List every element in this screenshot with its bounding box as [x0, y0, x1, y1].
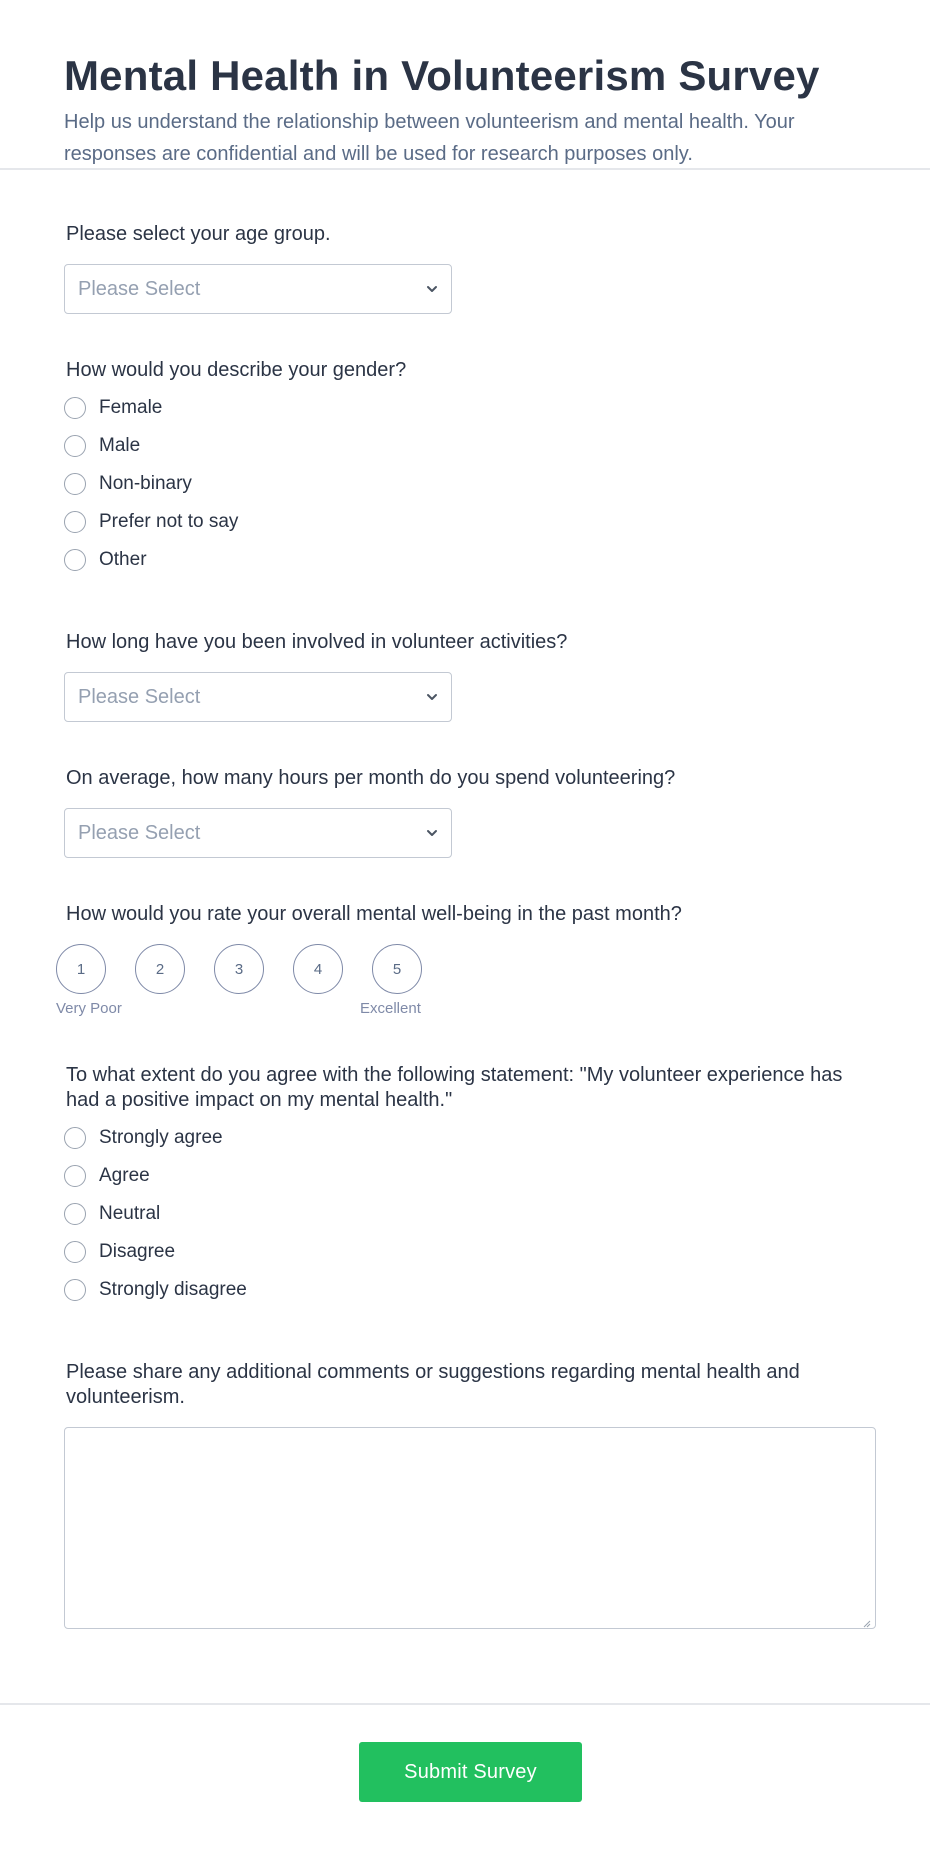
question-label: Please share any additional comments or suggestions regarding mental health and volunteerism.	[66, 1361, 800, 1408]
wellbeing-rating-scale	[56, 944, 864, 994]
rating-legend	[56, 1000, 864, 1020]
gender-option-prefer-not-to-say[interactable]	[64, 503, 406, 541]
impact-option-agree[interactable]	[64, 1157, 876, 1195]
rating-option-5[interactable]: 5	[372, 944, 422, 994]
radio-label: Strongly disagree	[99, 1279, 247, 1300]
question-duration	[64, 630, 567, 722]
radio-label: Other	[99, 549, 147, 570]
impact-options	[64, 1119, 876, 1309]
radio-button[interactable]	[64, 397, 86, 419]
question-label: How would you describe your gender?	[66, 359, 407, 381]
survey-header	[0, 0, 930, 170]
radio-label: Prefer not to say	[99, 511, 239, 532]
volunteer-hours-select[interactable]	[64, 808, 452, 858]
rating-low-label: Very Poor	[56, 1000, 122, 1017]
radio-button[interactable]	[64, 435, 86, 457]
impact-option-strongly-disagree[interactable]	[64, 1271, 876, 1309]
chevron-down-icon	[425, 690, 439, 704]
radio-button[interactable]	[64, 1165, 86, 1187]
submit-survey-button[interactable]: Submit Survey	[359, 1742, 582, 1802]
age-group-select[interactable]	[64, 264, 452, 314]
question-age	[64, 222, 452, 314]
page-subtitle: Help us understand the relationship between volunteerism and mental health. Your responses are confidential and will be used for research purposes only.	[64, 111, 795, 165]
question-label: How would you rate your overall mental well-being in the past month?	[66, 903, 682, 925]
radio-label: Female	[99, 397, 163, 418]
question-hours	[64, 766, 675, 858]
question-label: To what extent do you agree with the following statement: "My volunteer experience has had a positive impact on my mental health."	[66, 1064, 843, 1111]
radio-button[interactable]	[64, 1203, 86, 1225]
rating-high-label: Excellent	[360, 1000, 421, 1017]
gender-option-other[interactable]	[64, 541, 406, 579]
rating-option-1[interactable]: 1	[56, 944, 106, 994]
question-comments	[64, 1360, 876, 1629]
radio-label: Disagree	[99, 1241, 176, 1262]
gender-option-non-binary[interactable]	[64, 465, 406, 503]
radio-label: Male	[99, 435, 141, 456]
gender-options	[64, 389, 406, 579]
radio-button[interactable]	[64, 549, 86, 571]
radio-button[interactable]	[64, 473, 86, 495]
radio-button[interactable]	[64, 1241, 86, 1263]
question-gender	[64, 358, 406, 579]
radio-button[interactable]	[64, 1127, 86, 1149]
select-placeholder: Please Select	[78, 277, 201, 300]
gender-option-male[interactable]	[64, 427, 406, 465]
radio-label: Agree	[99, 1165, 150, 1186]
page-title: Mental Health in Volunteerism Survey	[64, 52, 820, 99]
question-label: On average, how many hours per month do you spend volunteering?	[66, 767, 676, 789]
question-impact	[64, 1063, 876, 1309]
question-label: How long have you been involved in volunteer activities?	[66, 631, 568, 653]
impact-option-neutral[interactable]	[64, 1195, 876, 1233]
question-wellbeing	[56, 902, 864, 1020]
rating-option-3[interactable]: 3	[214, 944, 264, 994]
resize-handle-icon[interactable]	[862, 1615, 871, 1624]
gender-option-female[interactable]	[64, 389, 406, 427]
select-placeholder: Please Select	[78, 821, 201, 844]
impact-option-strongly-agree[interactable]	[64, 1119, 876, 1157]
radio-button[interactable]	[64, 511, 86, 533]
impact-option-disagree[interactable]	[64, 1233, 876, 1271]
comments-textarea[interactable]	[64, 1427, 876, 1629]
radio-button[interactable]	[64, 1279, 86, 1301]
volunteer-duration-select[interactable]	[64, 672, 452, 722]
rating-option-4[interactable]: 4	[293, 944, 343, 994]
survey-footer	[0, 1703, 930, 1783]
chevron-down-icon	[425, 826, 439, 840]
radio-label: Non-binary	[99, 473, 192, 494]
rating-option-2[interactable]: 2	[135, 944, 185, 994]
select-placeholder: Please Select	[78, 685, 201, 708]
chevron-down-icon	[425, 282, 439, 296]
radio-label: Neutral	[99, 1203, 161, 1224]
radio-label: Strongly agree	[99, 1127, 223, 1148]
question-label: Please select your age group.	[66, 223, 331, 245]
